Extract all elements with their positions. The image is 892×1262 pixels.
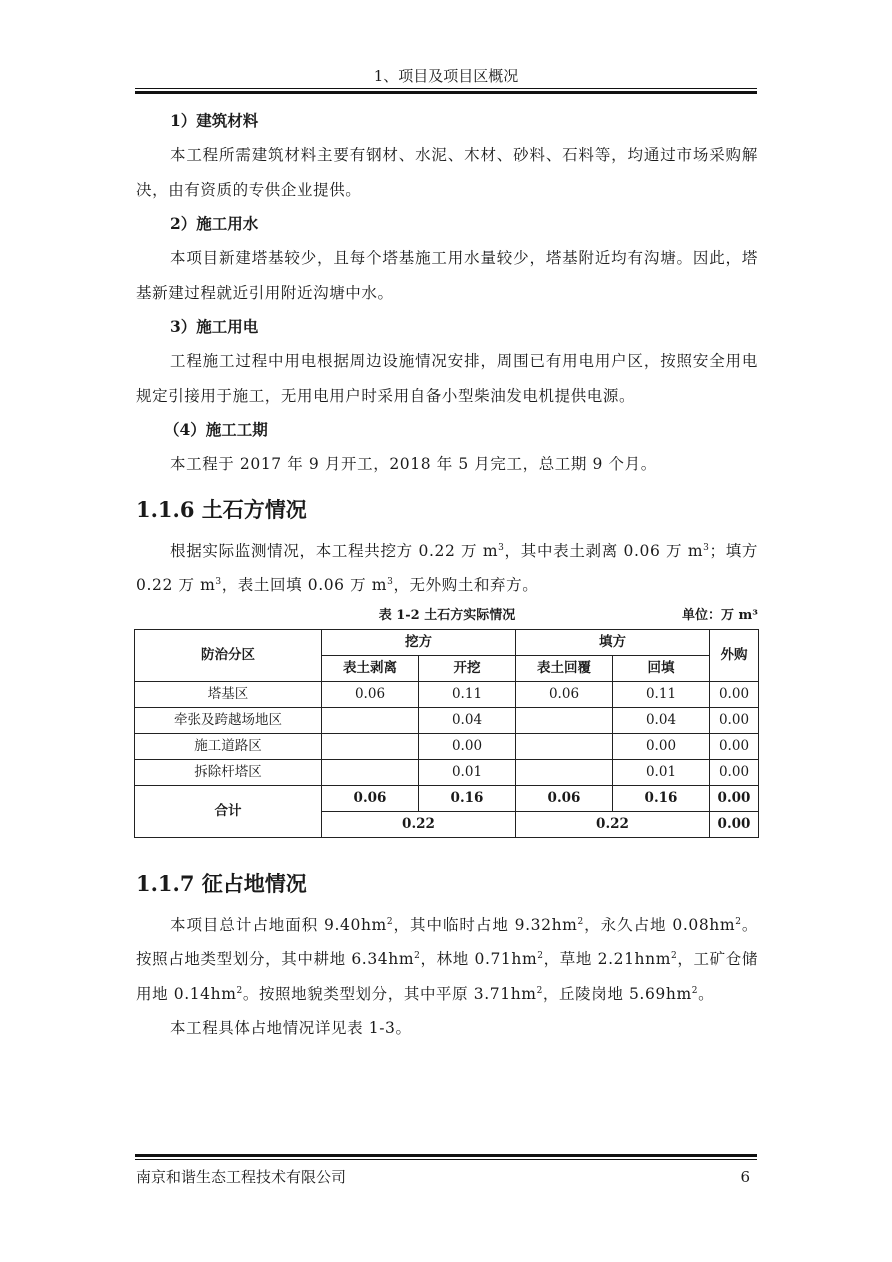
earthwork-table [134,629,759,838]
header-rule-thick [135,91,757,94]
paragraph-earthwork: 根据实际监测情况，本工程共挖方 0.22 万 $m^3$，其中表土剥离 0.06 万 $m^3$；填方 0.22 万 $m^3$，表土回填 0.06 万 $m^3$，无外购土和弃方。 [136,541,758,594]
header-topsoil-cover: 表土回覆 [516,655,613,681]
header-excavation: 挖方 [322,629,516,655]
paragraph-schedule: 本工程于 2017 年 9 月开工，2018 年 5 月完工，总工期 9 个月。 [170,455,657,473]
footer-rule-thin [135,1159,757,1160]
page-body [136,104,758,1046]
page-header-title: 1、项目及项目区概况 [373,67,519,85]
table-row: 拆除杆塔区 0.01 0.01 0.00 [135,759,759,785]
table-caption-row [136,603,758,629]
subheading-schedule: （4）施工工期 [164,420,268,439]
table-row: 牵张及跨越场地区 0.04 0.04 0.00 [135,707,759,733]
table-row: 塔基区 0.06 0.11 0.06 0.11 0.00 [135,681,759,707]
header-topsoil-strip: 表土剥离 [322,655,419,681]
paragraph-land-area: 本项目总计占地面积 $9.40hm^2$，其中临时占地 $9.32hm^2$，永久占地 $0.08hm^2$。按照占地类型划分，其中耕地 $6.34hm^2$，林地 $0.71hm^2$，草地 2.21hnm$^2$，工矿仓储用地 $0.14hm^2$。按照地貌类型划分，其中平原 $3.71hm^2$，丘陵岗地 $5.69hm^2$。 [136,915,759,1003]
total-label: 合计 [135,785,322,837]
section-title-earthwork: 1.1.6 土石方情况 [136,496,307,522]
page-number: 6 [740,1168,750,1186]
header-area: 防治分区 [135,629,322,681]
header-backfill: 回填 [613,655,710,681]
paragraph-land-reference: 本工程具体占地情况详见表 1-3。 [170,1019,412,1037]
subheading-materials: 1）建筑材料 [170,111,259,130]
header-rule-thin [135,88,757,89]
table-caption: 表 1-2 土石方实际情况 [378,607,516,623]
paragraph-materials: 本工程所需建筑材料主要有钢材、水泥、木材、砂料、石料等，均通过市场采购解决，由有资质的专供企业提供。 [136,146,758,199]
section-title-land: 1.1.7 征占地情况 [136,870,307,896]
header-fill: 填方 [516,629,710,655]
table-total-row: 合计 0.06 0.16 0.06 0.16 0.00 [135,785,759,811]
table-unit: 单位：万 m³ [682,607,758,623]
paragraph-power: 工程施工过程中用电根据周边设施情况安排，周围已有用电用户区，按照安全用电规定引接用于施工，无用电用户时采用自备小型柴油发电机提供电源。 [136,352,758,405]
footer-rule-thick [135,1154,757,1157]
paragraph-water: 本项目新建塔基较少，且每个塔基施工用水量较少，塔基附近均有沟塘。因此，塔基新建过程就近引用附近沟塘中水。 [136,249,758,302]
footer-company: 南京和谐生态工程技术有限公司 [136,1168,347,1186]
table-row: 施工道路区 0.00 0.00 0.00 [135,733,759,759]
subheading-power: 3）施工用电 [170,317,259,336]
table-sum-row: 0.22 0.22 0.00 [135,811,759,837]
header-dig: 开挖 [419,655,516,681]
subheading-water: 2）施工用水 [170,214,259,233]
header-purchase: 外购 [710,629,759,681]
